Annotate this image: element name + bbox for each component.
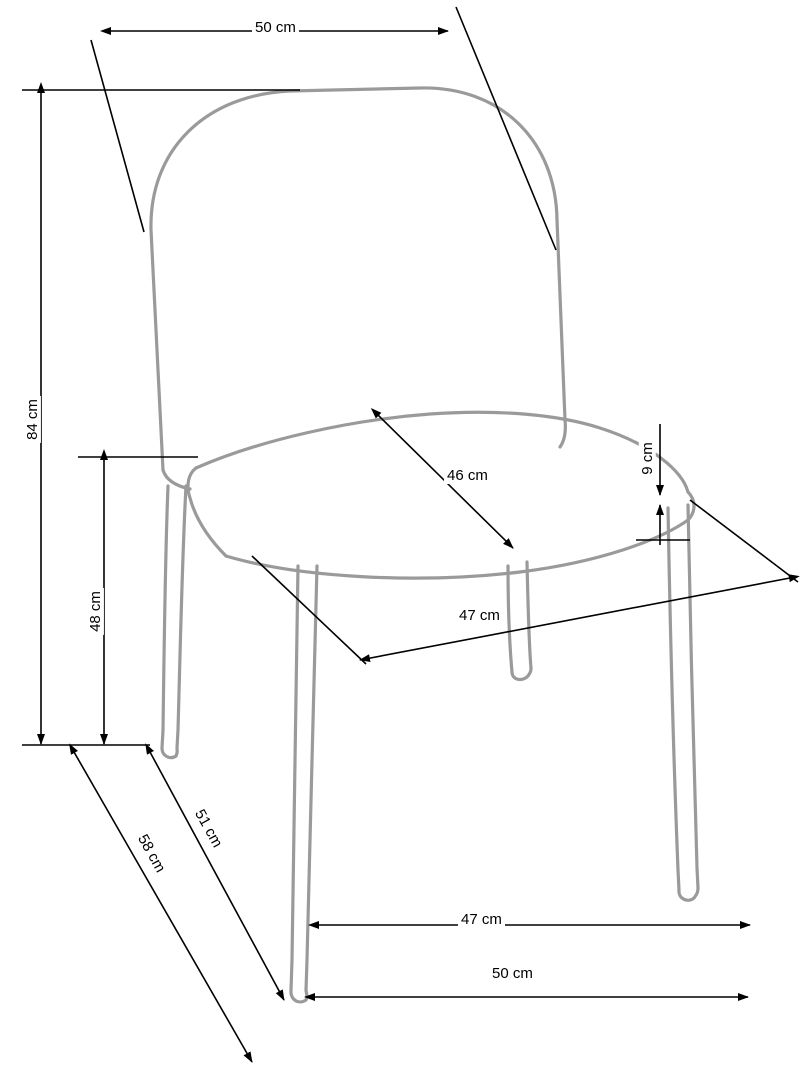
- dimension-label-seat-depth: 46 cm: [444, 467, 491, 484]
- dimension-label-base-depth-51: 51 cm: [190, 804, 228, 853]
- dimension-label-base-depth-58: 58 cm: [133, 829, 171, 878]
- dimension-label-total-height: 84 cm: [24, 396, 41, 443]
- dimension-label-seat-height: 48 cm: [87, 588, 104, 635]
- dimension-lines: [22, 7, 798, 1062]
- dimension-label-foot-span-50: 50 cm: [489, 965, 536, 982]
- dimension-label-seat-width: 47 cm: [456, 607, 503, 624]
- chair-outline: [151, 88, 698, 1002]
- dimension-label-foot-span-47: 47 cm: [458, 911, 505, 928]
- dimension-label-seat-thickness: 9 cm: [639, 439, 656, 478]
- dimension-label-top-width: 50 cm: [252, 19, 299, 36]
